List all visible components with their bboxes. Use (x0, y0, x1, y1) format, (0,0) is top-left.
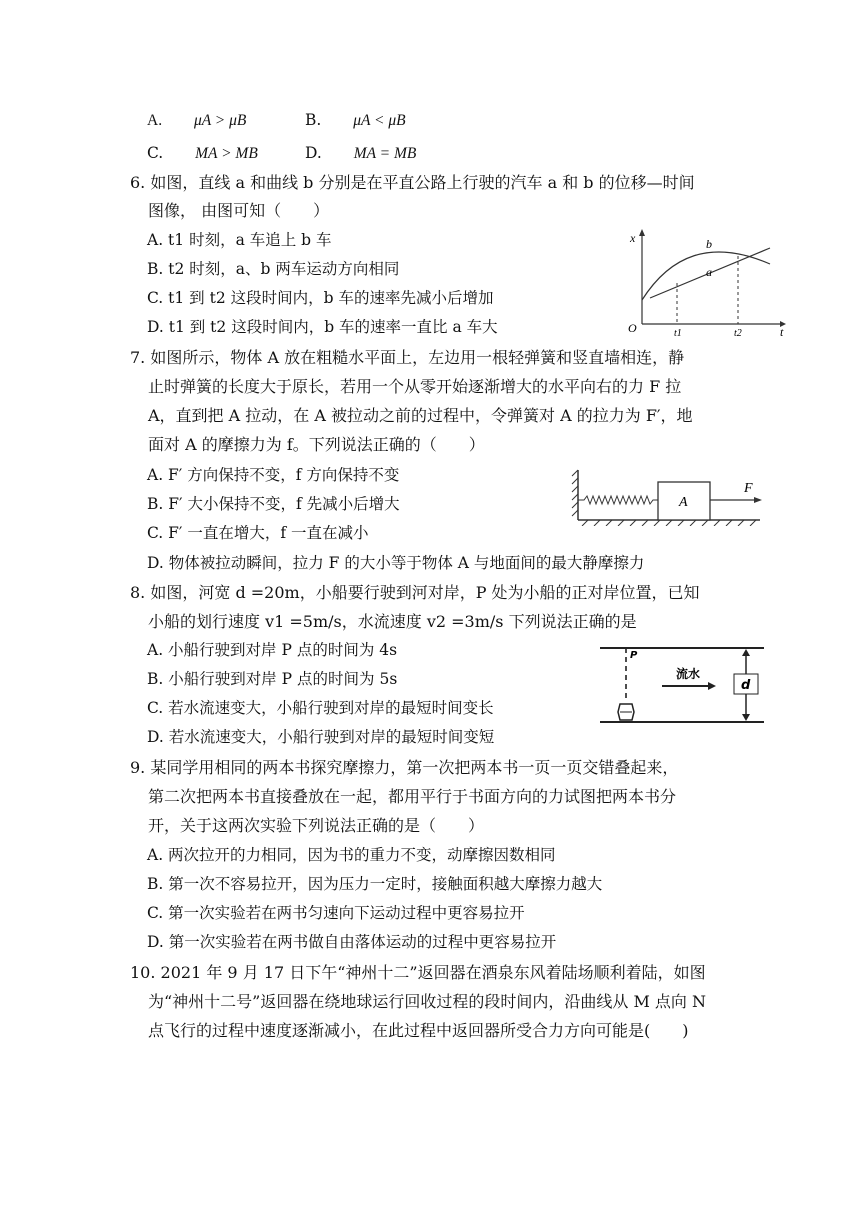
q6-line-a: a (706, 265, 712, 279)
q6-option-b: B. t2 时刻，a、b 两车运动方向相同 (147, 260, 400, 278)
q5-option-d (305, 143, 416, 164)
q7-spring-block-figure (570, 468, 770, 526)
q9-stem-line1: 9. 某同学用相同的两本书探究摩擦力，第一次把两本书一页一页交错叠起来， (130, 758, 679, 777)
q6-t1: t1 (674, 328, 682, 338)
q8-river-figure (598, 642, 766, 728)
q9-option-a: A. 两次拉开的力相同，因为书的重力不变，动摩擦因数相同 (147, 846, 556, 864)
q10-stem-line1: 10. 2021 年 9 月 17 日下午“神州十二”返回器在酒泉东风着陆场顺利着陆，如图 (130, 963, 706, 982)
q7-stem-line2: 止时弹簧的长度大于原长，若用一个从零开始逐渐增大的水平向右的力 F 拉 (148, 377, 682, 396)
q6-xt-graph (620, 226, 790, 338)
q9-stem-line2: 第二次把两本书直接叠放在一起，都用平行于书面方向的力试图把两本书分 (148, 787, 677, 806)
q7-option-d: D. 物体被拉动瞬间，拉力 F 的大小等于物体 A 与地面间的最大静摩擦力 (147, 554, 645, 572)
q8-option-a: A. 小船行驶到对岸 P 点的时间为 4s (147, 641, 398, 659)
q8-flow-label: 流水 (676, 667, 701, 681)
q8-width-label: d (741, 678, 751, 693)
q5-option-c-math: MA > MB (195, 145, 258, 162)
q5-option-c (147, 143, 258, 164)
q7-option-b: B. F′ 大小保持不变，f 先减小后增大 (147, 495, 400, 513)
q10-stem-line3: 点飞行的过程中速度逐渐减小，在此过程中返回器所受合力方向可能是( ) (148, 1021, 689, 1040)
q5-option-a (147, 110, 246, 131)
q6-stem-line2: 图像， 由图可知（ ） (148, 201, 330, 220)
q5-option-b (305, 110, 406, 131)
q6-curve-b: b (706, 237, 712, 251)
q5-option-a-math: μA > μB (193, 112, 247, 129)
q5-option-a-text: A. (147, 112, 163, 129)
q6-option-a: A. t1 时刻，a 车追上 b 车 (147, 231, 332, 249)
q6-option-d: D. t1 到 t2 这段时间内，b 车的速率一直比 a 车大 (147, 318, 498, 336)
q8-point-p: P (630, 650, 638, 661)
q6-t2: t2 (734, 328, 742, 338)
q8-stem-line1: 8. 如图，河宽 d =20m，小船要行驶到河对岸，P 处为小船的正对岸位置，已知 (130, 583, 700, 602)
q9-option-d: D. 第一次实验若在两书做自由落体运动的过程中更容易拉开 (147, 933, 557, 951)
q9-option-b: B. 第一次不容易拉开，因为压力一定时，接触面积越大摩擦力越大 (147, 875, 603, 893)
q5-option-d-label: D. (305, 144, 322, 162)
q5-option-c-label: C. (147, 144, 164, 162)
q6-axis-t: t (780, 325, 784, 338)
q7-block-label: A (679, 495, 688, 510)
q8-option-c: C. 若水流速变大，小船行驶到对岸的最短时间变长 (147, 699, 494, 717)
q8-stem-line2: 小船的划行速度 v1 =5m/s，水流速度 v2 =3m/s 下列说法正确的是 (148, 612, 637, 631)
q9-stem-line3: 开，关于这两次实验下列说法正确的是（ ） (148, 816, 485, 835)
q6-axis-x: x (630, 231, 636, 245)
q7-stem-line3: A，直到把 A 拉动，在 A 被拉动之前的过程中，令弹簧对 A 的拉力为 F′，地 (148, 406, 693, 425)
q6-stem-line1: 6. 如图，直线 a 和曲线 b 分别是在平直公路上行驶的汽车 a 和 b 的位移—时间 (130, 173, 695, 192)
q7-stem-line1: 7. 如图所示，物体 A 放在粗糙水平面上，左边用一根轻弹簧和竖直墙相连，静 (130, 348, 685, 367)
q5-option-b-math: μA < μB (353, 112, 406, 129)
q8-option-d: D. 若水流速变大，小船行驶到对岸的最短时间变短 (147, 728, 495, 746)
q5-option-d-math: MA = MB (353, 145, 417, 162)
q6-option-c: C. t1 到 t2 这段时间内，b 车的速率先减小后增加 (147, 289, 494, 307)
q7-option-a: A. F′ 方向保持不变，f 方向保持不变 (147, 466, 400, 484)
q6-origin: O (628, 321, 637, 335)
q5-option-b-label: B. (305, 111, 322, 129)
q7-option-c: C. F′ 一直在增大，f 一直在减小 (147, 524, 369, 542)
q7-stem-line4: 面对 A 的摩擦力为 f。下列说法正确的（ ） (148, 435, 485, 454)
q10-stem-line2: 为“神州十二号”返回器在绕地球运行回收过程的段时间内，沿曲线从 M 点向 N (148, 992, 707, 1011)
q8-option-b: B. 小船行驶到对岸 P 点的时间为 5s (147, 670, 398, 688)
q7-force-label: F (744, 481, 753, 496)
q9-option-c: C. 第一次实验若在两书匀速向下运动过程中更容易拉开 (147, 904, 525, 922)
